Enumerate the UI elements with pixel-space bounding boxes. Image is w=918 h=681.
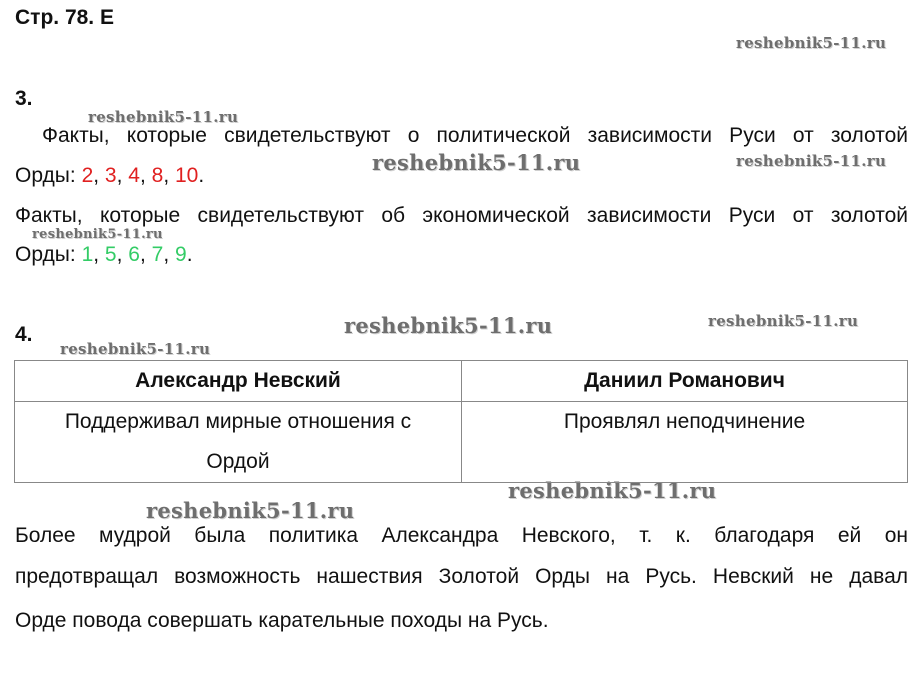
watermark: reshebnik5-11.ru [708,312,859,330]
economic-facts-line: Факты, которые свидетельствуют об экономической зависимости Руси от золотой [15,204,908,227]
comparison-table [14,360,908,483]
political-facts-list: Орды: 2, 3, 4, 8, 10. [15,164,205,187]
conclusion-line-1: Более мудрой была политика Александра Невского, т. к. благодаря ей он [15,524,908,547]
watermark: reshebnik5-11.ru [60,340,211,358]
fact-number: 5 [104,243,117,266]
watermark: reshebnik5-11.ru [146,498,355,523]
conclusion-line-3: Орде повода совершать карательные походы на Русь. [15,609,549,632]
table-header-daniil: Даниил Романович [462,361,908,402]
fact-number: 1 [81,243,94,266]
fact-number: 6 [128,243,140,266]
watermark: reshebnik5-11.ru [32,227,163,242]
fact-number: 7 [151,243,164,266]
page-title: Стр. 78. Е [15,6,114,29]
political-facts-line: Факты, которые свидетельствуют о политической зависимости Руси от золотой [42,124,908,147]
table-cell-nevsky: Поддерживал мирные отношения с Ордой [15,402,462,483]
fact-number: 2 [81,164,94,187]
table-cell-daniil: Проявлял неподчинение [462,402,908,483]
watermark: reshebnik5-11.ru [372,150,581,175]
fact-number: 10 [175,164,199,187]
list-prefix: Орды: [15,243,76,266]
fact-number: 9 [175,243,187,266]
table-header-nevsky: Александр Невский [15,361,462,402]
fact-number: 4 [128,164,140,187]
conclusion-line-2: предотвращал возможность нашествия Золотой Орды на Русь. Невский не давал [15,565,908,588]
task-4-number: 4. [15,323,33,346]
table-row [15,402,908,483]
watermark: reshebnik5-11.ru [508,478,717,503]
watermark: reshebnik5-11.ru [88,108,239,126]
watermark: reshebnik5-11.ru [736,34,887,52]
economic-facts-list: Орды: 1, 5, 6, 7, 9. [15,243,193,266]
fact-number: 8 [151,164,164,187]
watermark: reshebnik5-11.ru [736,152,887,170]
list-prefix: Орды: [15,164,76,187]
table-header-row [15,361,908,402]
task-3-number: 3. [15,87,33,110]
watermark: reshebnik5-11.ru [344,313,553,338]
fact-number: 3 [104,164,117,187]
